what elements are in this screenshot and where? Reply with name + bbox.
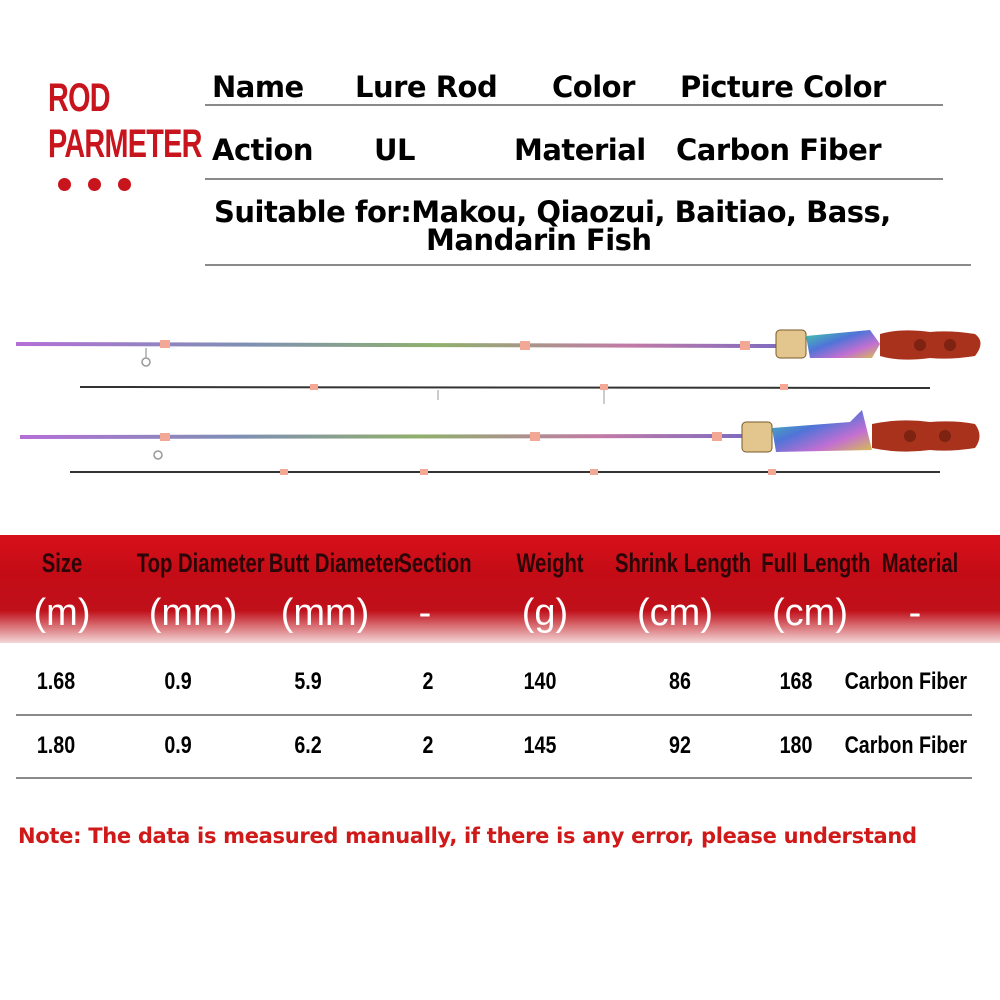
name-label: Name [212,70,304,104]
material-label: Material [514,133,646,167]
rods-illustration [0,300,1000,500]
table-cell: Carbon Fiber [844,732,968,759]
suitable-line-1: Suitable for:Makou, Qiaozui, Baitiao, Bass, [214,195,891,229]
table-cell: 0.9 [164,732,192,759]
table-cell: 145 [523,732,557,759]
table-row-divider [16,714,972,716]
table-cell: 92 [669,732,691,759]
rod-parameter-title [48,78,202,164]
table-cell: 180 [779,732,813,759]
unit-shrink-length: (cm) [637,592,713,634]
color-label: Color [552,70,635,104]
suitable-line-2: Mandarin Fish [426,223,652,257]
spinning-rod-tip-section [80,384,930,404]
unit-top-diameter: (mm) [148,592,238,634]
spec-divider-1 [205,104,943,106]
header-top-diameter: Top Diameter [136,548,265,578]
header-section: Section [398,548,472,578]
material-value: Carbon Fiber [676,133,882,167]
table-cell: 1.68 [36,668,76,695]
header-butt-diameter: Butt Diameter [268,548,402,578]
unit-size: (m) [33,592,91,634]
name-value: Lure Rod [355,70,498,104]
measurement-note: Note: The data is measured manually, if there is any error, please understand [18,824,917,848]
casting-rod [20,410,980,459]
decorative-dots [58,178,148,196]
unit-weight: (g) [521,592,569,634]
table-cell: 6.2 [294,732,322,759]
header-size: Size [41,548,83,578]
table-cell: 0.9 [164,668,192,695]
spec-divider-3 [205,264,971,266]
table-cell: 2 [422,668,434,695]
casting-rod-tip-section [70,469,940,475]
header-weight: Weight [516,548,584,578]
unit-full-length: (cm) [772,592,848,634]
table-cell: Carbon Fiber [844,668,968,695]
table-cell: 2 [422,732,434,759]
header-full-length: Full Length [761,548,871,578]
spinning-rod [16,330,981,366]
table-bottom-rule [16,777,972,779]
table-cell: 5.9 [294,668,322,695]
unit-butt-diameter: (mm) [280,592,370,634]
header-material: Material [881,548,959,578]
table-cell: 140 [523,668,557,695]
table-cell: 86 [669,668,691,695]
unit-section: - [418,592,432,634]
unit-material: - [908,592,922,634]
table-cell: 1.80 [36,732,76,759]
action-value: UL [374,133,416,167]
color-value: Picture Color [680,70,886,104]
table-cell: 168 [779,668,813,695]
action-label: Action [212,133,314,167]
title-line-2: PARMETER [48,122,202,166]
spec-divider-2 [205,178,943,180]
title-line-1: ROD [48,76,110,120]
header-shrink-length: Shrink Length [615,548,752,578]
